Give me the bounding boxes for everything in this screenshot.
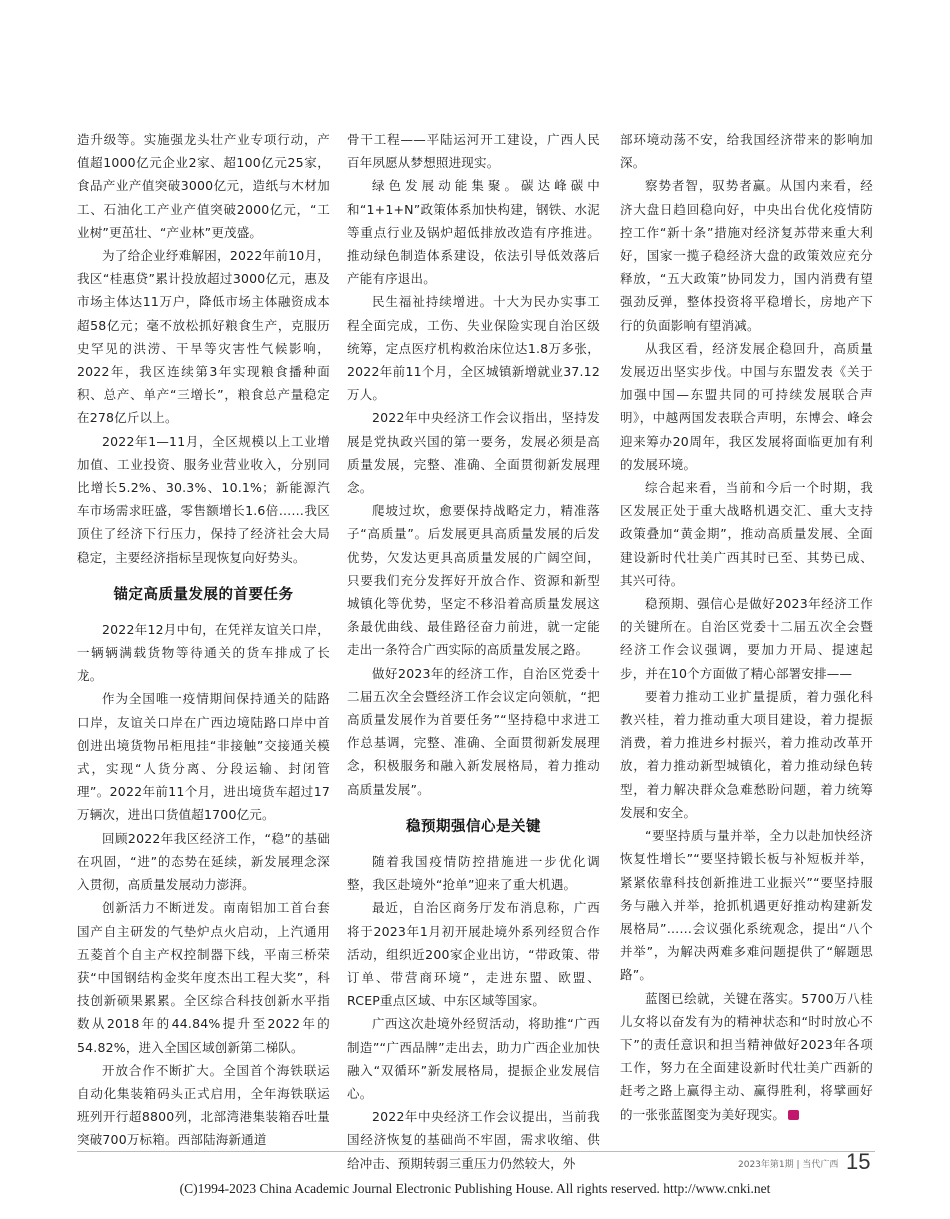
article-column-1 xyxy=(77,128,330,1152)
section-heading: 稳预期强信心是关键 xyxy=(406,818,541,835)
paragraph: 爬坡过坎，愈要保持战略定力，精准落子“高质量”。后发展更具高质量发展的后发优势，欠发达更具高质量发展的广阔空间，只要我们充分发挥好开放合作、资源和新型城镇化等优势，坚定不移沿着高质量发展这条最优曲线、最佳路径奋力前进，就一定能走出一条符合广西实际的高质量发展之路。 xyxy=(347,503,600,658)
paragraph: 作为全国唯一疫情期间保持通关的陆路口岸，友谊关口岸在广西边境陆路口岸中首创进出境货物吊柜甩挂“非接触”交接通关模式，实现“人货分离、分段运输、封闭管理”。2022年前11个月，进出境货车超过17万辆次，进出口货值超1700亿元。 xyxy=(77,691,330,823)
paragraph: 2022年1—11月，全区规模以上工业增加值、工业投资、服务业营业收入，分别同比增长5.2%、30.3%、10.1%；新能源汽车市场需求旺盛，零售额增长1.6倍……我区顶住了经济下行压力，保持了经济社会大局稳定，主要经济指标呈现恢复向好势头。 xyxy=(77,433,330,565)
article-column-3 xyxy=(620,128,873,1126)
footer-divider xyxy=(77,1151,875,1152)
paragraph xyxy=(620,987,873,1126)
paragraph: 绿色发展动能集聚。碳达峰碳中和“1+1+N”政策体系加快构建，钢铁、水泥等重点行业及锅炉超低排放改造有序推进。推动绿色制造体系建设，依法引导低效落后产能有序退出。 xyxy=(347,178,600,287)
article-column-2 xyxy=(347,128,600,1175)
paragraph: 开放合作不断扩大。全国首个海铁联运自动化集装箱码头正式启用，全年海铁联运班列开行超8800列，北部湾港集装箱吞吐量突破700万标箱。西部陆海新通道 xyxy=(77,1062,330,1148)
paragraph: 最近，自治区商务厅发布消息称，广西将于2023年1月初开展赴境外系列经贸合作活动，组织近200家企业出访，“带政策、带订单、带营商环境”，走进东盟、欧盟、RCEP重点区域、中东区域等国家。 xyxy=(347,900,600,1009)
paragraph: 2022年12月中旬，在凭祥友谊关口岸，一辆辆满载货物等待通关的货车排成了长龙。 xyxy=(77,621,330,684)
paragraph-text: 蓝图已绘就，关键在落实。5700万八桂儿女将以奋发有为的精神状态和“时时放心不下”的责任意识和担当精神做好2023年各项工作，努力在全面建设新时代壮美广西新的赶考之路上赢得主动、赢得胜利，将擘画好的一张张蓝图变为美好现实。 xyxy=(620,990,873,1122)
paragraph: “要坚持质与量并举，全力以赴加快经济恢复性增长”“要坚持锻长板与补短板并举，紧紧依靠科技创新推进工业振兴”“要坚持服务与融入并举，抢抓机遇更好推动构建新发展格局”……会议强化系统观念，提出“八个并举”，为解决两难多难问题提供了“解题思路”。 xyxy=(620,828,873,983)
paragraph: 部环境动荡不安，给我国经济带来的影响加深。 xyxy=(620,132,873,171)
paragraph: 造升级等。实施强龙头壮产业专项行动，产值超1000亿元企业2家、超100亿元25家，食品产业产值突破3000亿元，造纸与木材加工、石油化工产业产值突破2000亿元，“工业树”更茁壮、“产业林”更茂盛。 xyxy=(77,132,330,240)
paragraph: 要着力推动工业扩量提质，着力强化科教兴桂，着力推动重大项目建设，着力提振消费，着力推进乡村振兴，着力推动改革开放，着力推动新型城镇化，着力推动绿色转型，着力解决群众急难愁盼问题，着力统筹发展和安全。 xyxy=(620,688,873,820)
paragraph: 回顾2022年我区经济工作，“稳”的基础在巩固，“进”的态势在延续，新发展理念深入贯彻，高质量发展动力澎湃。 xyxy=(77,830,330,893)
copyright-notice: (C)1994-2023 China Academic Journal Electronic Publishing House. All rights reserved. http://www.cnki.net xyxy=(179,1181,771,1196)
paragraph: 察势者智，驭势者赢。从国内来看，经济大盘日趋回稳向好，中央出台优化疫情防控工作“新十条”措施对经济复苏带来重大利好，国家一揽子稳经济大盘的政策效应充分释放，“五大政策”协同发力，国内消费有望强劲反弹，整体投资将平稳增长，房地产下行的负面影响有望消减。 xyxy=(620,178,873,333)
paragraph: 骨干工程——平陆运河开工建设，广西人民百年夙愿从梦想照进现实。 xyxy=(347,132,600,171)
paragraph: 2022年中央经济工作会议指出，坚持发展是党执政兴国的第一要务，发展必须是高质量发展，完整、准确、全面贯彻新发展理念。 xyxy=(347,410,600,496)
paragraph: 随着我国疫情防控措施进一步优化调整，我区赴境外“抢单”迎来了重大机遇。 xyxy=(347,853,600,893)
paragraph: 创新活力不断迸发。南南铝加工首台套国产自主研发的气垫炉点火启动，上汽通用五菱首个自主产权控制器下线，平南三桥荣获“中国钢结构金奖年度杰出工程大奖”，科技创新硕果累累。全区综合科技创新水平指数从2018年的44.84%提升至2022年的54.82%，进入全国区域创新第二梯队。 xyxy=(77,900,330,1055)
page-number: 15 xyxy=(846,1149,871,1174)
section-heading: 锚定高质量发展的首要任务 xyxy=(113,586,294,603)
end-mark-icon xyxy=(788,1110,799,1120)
paragraph: 民生福祉持续增进。十大为民办实事工程全面完成，工伤、失业保险实现自治区级统筹，定点医疗机构救治床位达1.8万多张，2022年前11个月，全区城镇新增就业37.12万人。 xyxy=(347,294,600,403)
paragraph: 稳预期、强信心是做好2023年经济工作的关键所在。自治区党委十二届五次全会暨经济工作会议强调，要加力开局、提速起步，并在10个方面做了精心部署安排—— xyxy=(620,596,873,681)
paragraph: 做好2023年的经济工作，自治区党委十二届五次全会暨经济工作会议定向领航，“把高质量发展作为首要任务”“坚持稳中求进工作总基调，完整、准确、全面贯彻新发展理念，积极服务和融入新发展格局，着力推动高质量发展”。 xyxy=(347,665,600,797)
issue-label: 2023年第1期 | 当代广西 xyxy=(738,1160,839,1170)
paragraph: 广西这次赴境外经贸活动，将助推“广西制造”“广西品牌”走出去，助力广西企业加快融入“双循环”新发展格局，提振企业发展信心。 xyxy=(347,1016,600,1101)
paragraph: 为了给企业纾难解困，2022年前10月，我区“桂惠贷”累计投放超过3000亿元，惠及市场主体达11万户，降低市场主体融资成本超58亿元；毫不放松抓好粮食生产，克服历史罕见的洪涝、干旱等灾害性气候影响，2022年，我区连续第3年实现粮食播种面积、总产、单产“三增长”，粮食总产量稳定在278亿斤以上。 xyxy=(77,248,330,426)
paragraph: 从我区看，经济发展企稳回升，高质量发展迈出坚实步伐。中国与东盟发表《关于加强中国—东盟共同的可持续发展联合声明》，中越两国发表联合声明，东博会、峰会迎来筹办20周年，我区发展将面临更加有利的发展环境。 xyxy=(620,340,873,472)
paragraph: 综合起来看，当前和今后一个时期，我区发展正处于重大战略机遇交汇、重大支持政策叠加“黄金期”，推动高质量发展、全面建设新时代壮美广西其时已至、其势已成、其兴可待。 xyxy=(620,480,873,588)
paragraph: 2022年中央经济工作会议提出，当前我国经济恢复的基础尚不牢固，需求收缩、供给冲击、预期转弱三重压力仍然较大，外 xyxy=(347,1109,600,1171)
